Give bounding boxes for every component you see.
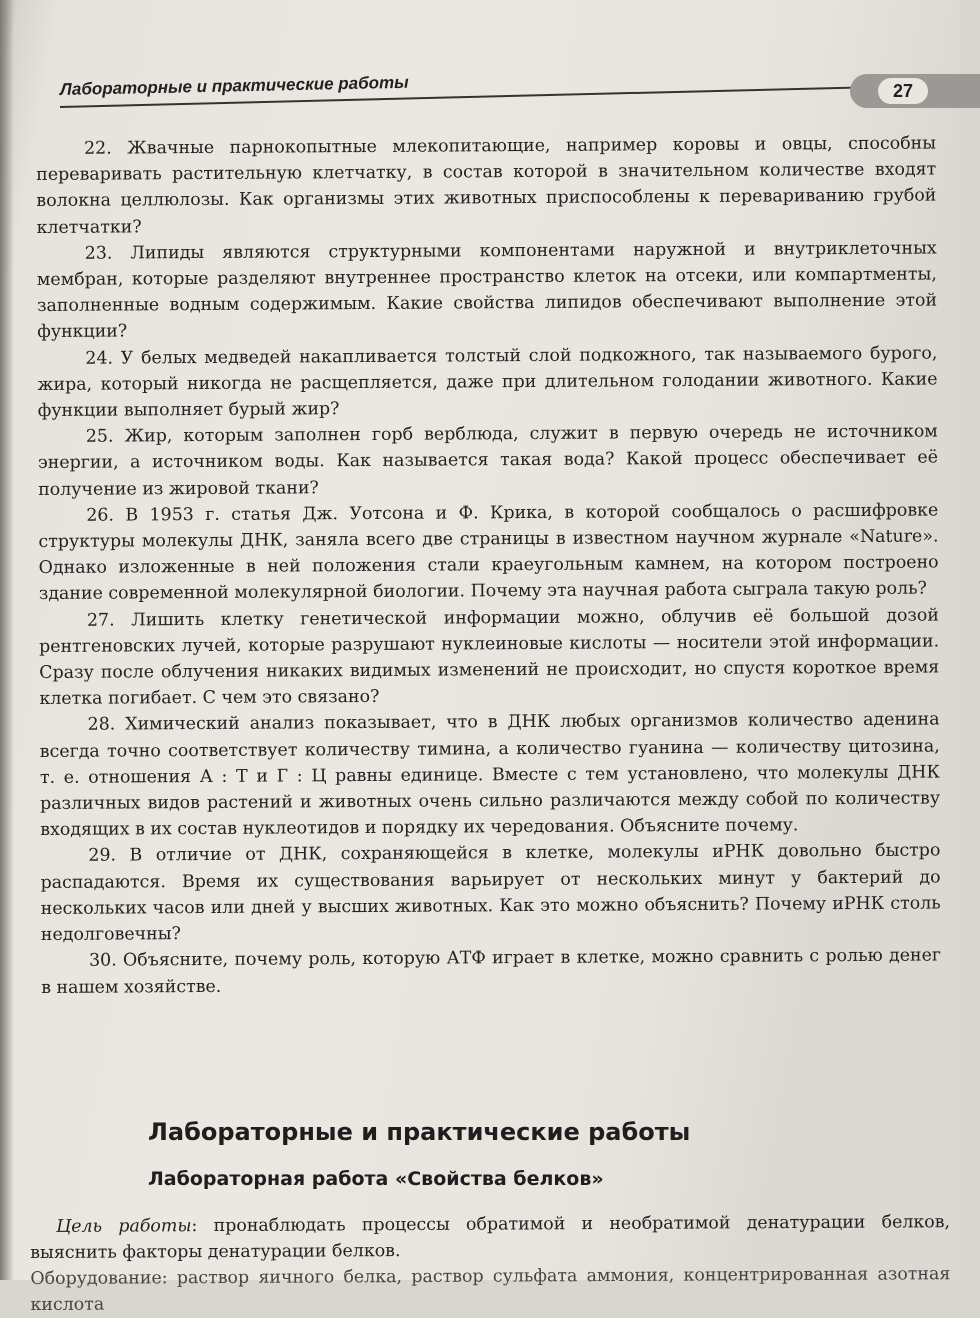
- question-28: 28. Химический анализ показывает, что в ДНК любых организмов количество аденина всегда точно соответствует количеству тимина, а количество гуанина — количеству цитозина, т. е. отношения А : Т и Г : Ц равны единице. Вместе с тем установлено, что молекулы ДНК различных видов растений и животных очень сильно различаются между собой по количеству входящих в их состав нуклеотидов и порядку их чередования. Объясните почему.: [39, 709, 941, 841]
- lab-work-title: Лабораторная работа «Свойства белков»: [148, 1168, 604, 1190]
- question-26: 26. В 1953 г. статья Дж. Уотсона и Ф. Крика, в которой сообщалось о расшифровке структуры молекулы ДНК, заняла всего две страницы в известном научном журнале «Nature». Однако изложенные в ней положения стали краеугольным камнем, на котором построено здание современной молекулярной биологии. Почему эта научная работа сыграла такую роль?: [38, 500, 939, 605]
- goal-label: Цель работы: [56, 1216, 192, 1237]
- question-27: 27. Лишить клетку генетической информации можно, облучив её большой дозой рентгеновских лучей, которые разрушают нуклеиновые кислоты — носители этой информации. Сразу после облучения никаких видимых изменений не происходит, но спустя короткое время клетка погибает. С чем это связано?: [39, 605, 940, 710]
- questions-list: [36, 131, 941, 1001]
- question-23: 23. Липиды являются структурными компонентами наружной и внутриклеточных мембран, которые разделяют внутреннее пространство клеток на отсеки, или компартменты, заполненные водным содержимым. Какие свойства липидов обеспечивают выполнение этой функции?: [36, 238, 938, 343]
- question-29: 29. В отличие от ДНК, сохраняющейся в клетке, молекулы иРНК довольно быстро распадаются. Время их существования варьирует от нескольких минут у бактерий до нескольких часов или дней у высших животных. Как это можно объяснить? Почему иРНК столь недолговечны?: [40, 840, 941, 946]
- question-30: 30. Объясните, почему роль, которую АТФ играет в клетке, можно сравнить с ролью денег в нашем хозяйстве.: [41, 945, 942, 998]
- running-header: [60, 74, 940, 110]
- running-title: Лабораторные и практические работы: [59, 72, 409, 99]
- section-title: Лабораторные и практические работы: [148, 1118, 691, 1146]
- page-binding-shadow: [0, 0, 14, 1280]
- lab-goal-paragraph: [30, 1209, 951, 1318]
- equipment-line-fragment: Оборудование: раствор яичного белка, раствор сульфата аммония, концентрированная азотная кислота: [30, 1264, 951, 1315]
- page-number: 27: [878, 78, 928, 104]
- goal-text: : пронаблюдать процессы обратимой и необратимой денатурации белков, выяснить факторы денатурации белков.: [30, 1212, 951, 1263]
- question-24: 24. У белых медведей накапливается толстый слой подкожного, так называемого бурого, жира, который никогда не расщепляется, даже при длительном голодании животного. Какие функции выполняет бурый жир?: [37, 343, 938, 422]
- question-22: 22. Жвачные парнокопытные млекопитающие, например коровы и овцы, способны переваривать растительную клетчатку, в состав которой в значительном количестве входят волокна целлюлозы. Как организмы этих животных приспособлены к перевариванию грубой клетчатки?: [36, 133, 937, 238]
- question-25: 25. Жир, которым заполнен горб верблюда, служит в первую очередь не источником энергии, а источником воды. Как называется такая вода? Какой процесс обеспечивает её получение из жировой ткани?: [37, 421, 939, 500]
- page-number-tab: [850, 74, 980, 108]
